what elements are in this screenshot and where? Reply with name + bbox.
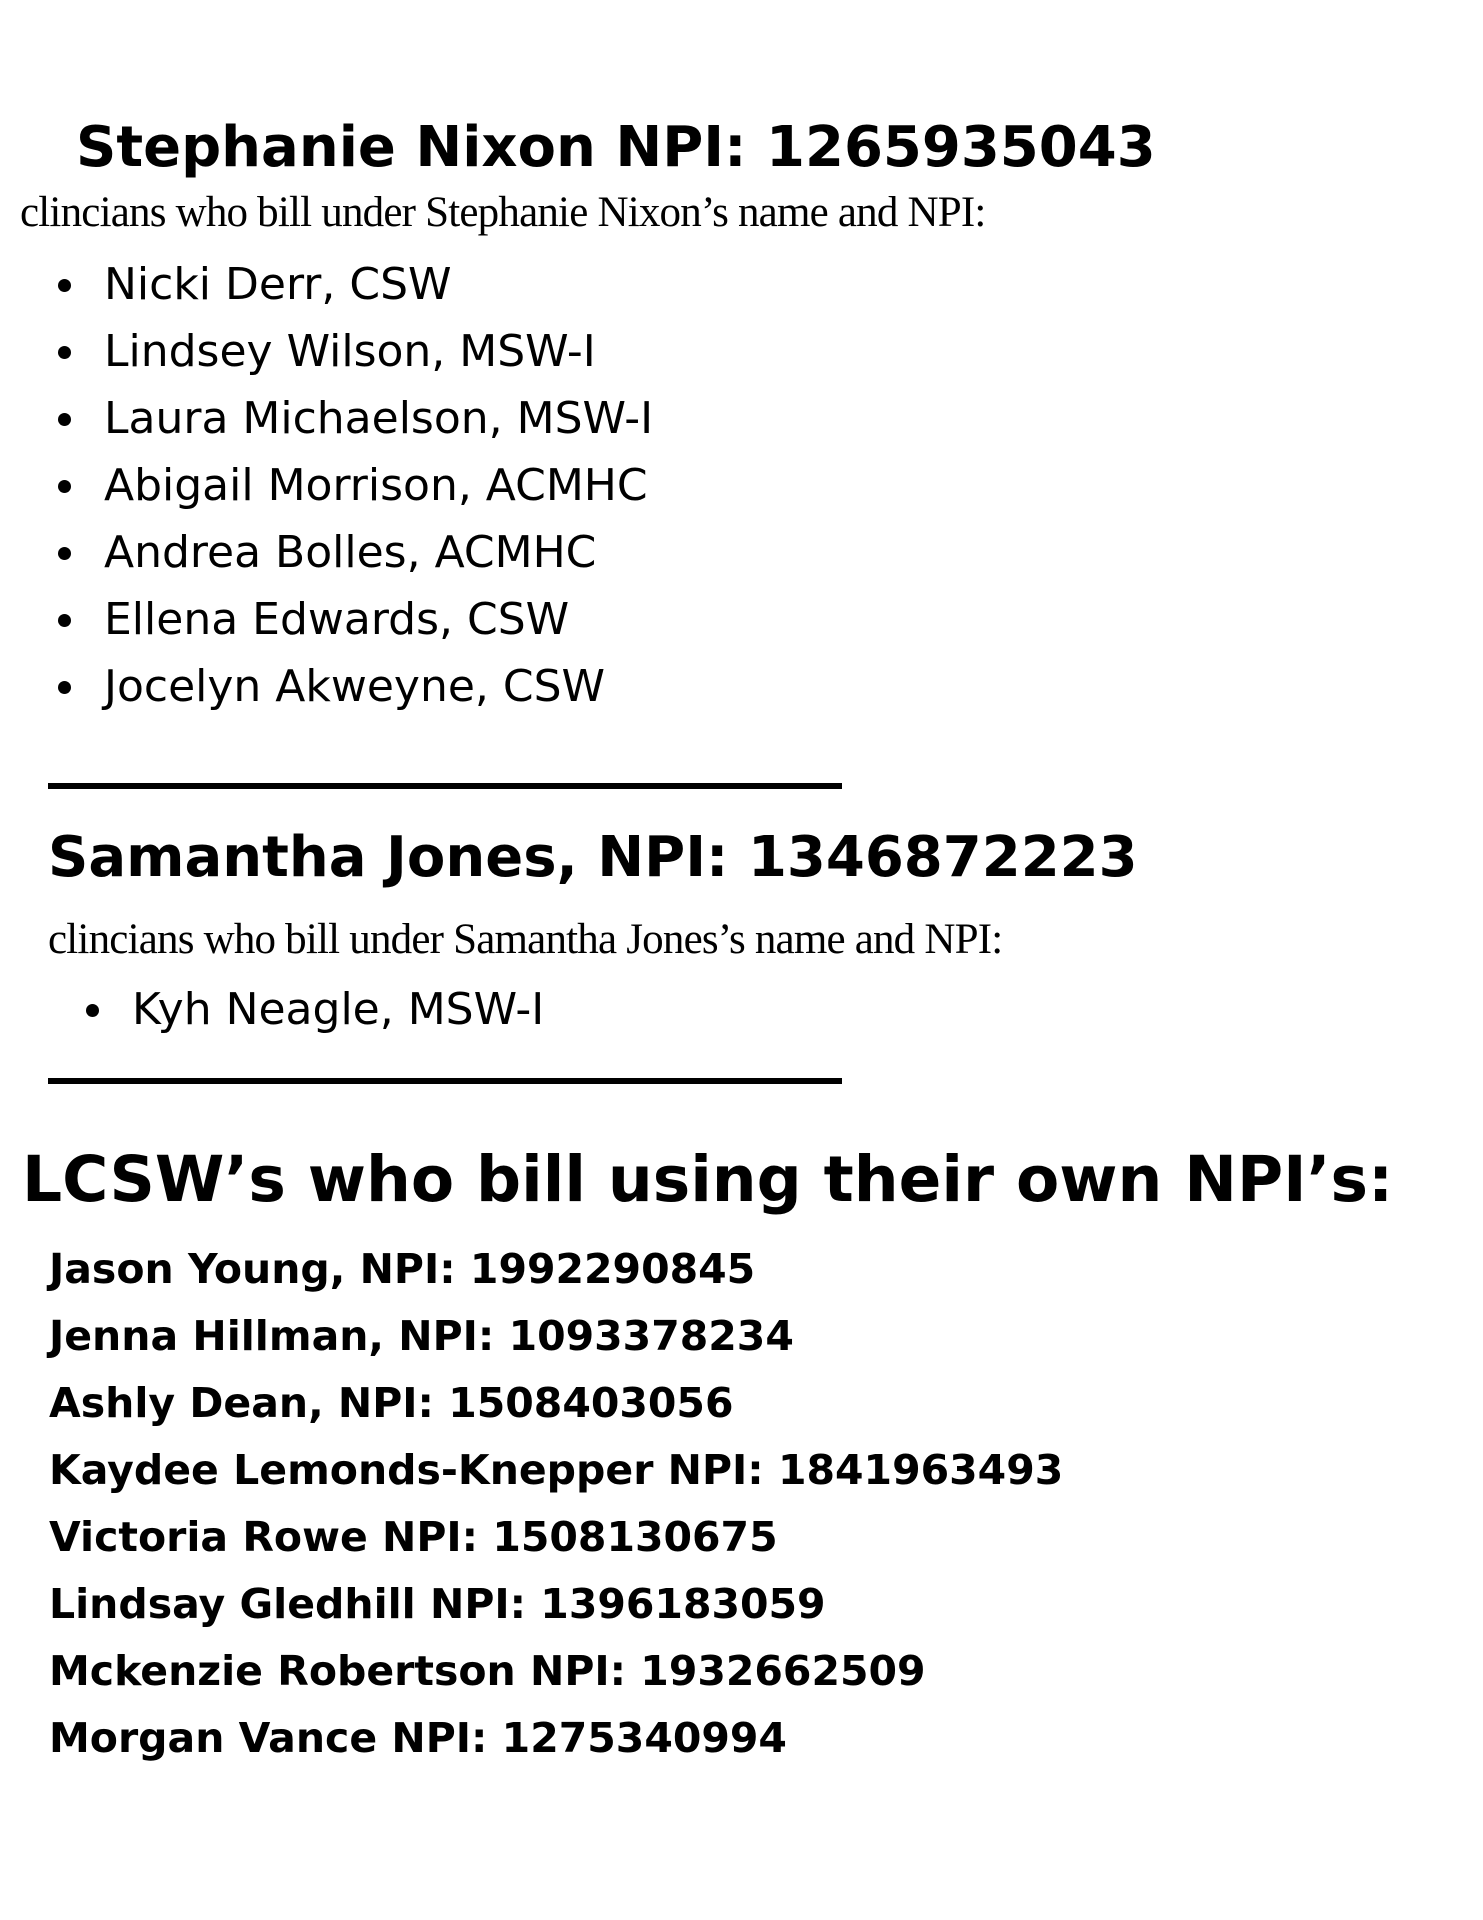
section-divider <box>48 1078 842 1084</box>
list-item: Jenna Hillman, NPI: 1093378234 <box>49 1312 794 1360</box>
list-item: Lindsay Gledhill NPI: 1396183059 <box>49 1580 826 1628</box>
section1-clinician-list <box>52 251 653 720</box>
list-item: Mckenzie Robertson NPI: 1932662509 <box>49 1647 926 1695</box>
list-item: Andrea Bolles, ACMHC <box>52 519 653 586</box>
list-item: Morgan Vance NPI: 1275340994 <box>49 1714 787 1762</box>
list-item: Lindsey Wilson, MSW-I <box>52 318 653 385</box>
list-item: Jason Young, NPI: 1992290845 <box>49 1245 756 1293</box>
list-item: Abigail Morrison, ACMHC <box>52 452 653 519</box>
list-item: Jocelyn Akweyne, CSW <box>52 653 653 720</box>
list-item: Victoria Rowe NPI: 1508130675 <box>49 1513 778 1561</box>
section1-subtitle: clincians who bill under Stephanie Nixon’s name and NPI: <box>20 189 986 236</box>
list-item: Laura Michaelson, MSW-I <box>52 385 653 452</box>
section1-heading: Stephanie Nixon NPI: 1265935043 <box>76 115 1156 180</box>
section3-heading: LCSW’s who bill using their own NPI’s: <box>22 1143 1394 1216</box>
list-item: Kyh Neagle, MSW-I <box>80 976 544 1043</box>
section2-subtitle: clincians who bill under Samantha Jones’s name and NPI: <box>48 916 1003 963</box>
section-divider <box>48 783 842 789</box>
section2-heading: Samantha Jones, NPI: 1346872223 <box>48 825 1138 890</box>
list-item: Kaydee Lemonds-Knepper NPI: 1841963493 <box>49 1446 1064 1494</box>
lcsw-npi-list <box>49 1236 1063 1772</box>
list-item: Ellena Edwards, CSW <box>52 586 653 653</box>
list-item: Ashly Dean, NPI: 1508403056 <box>49 1379 734 1427</box>
list-item: Nicki Derr, CSW <box>52 251 653 318</box>
section2-clinician-list <box>80 976 544 1043</box>
